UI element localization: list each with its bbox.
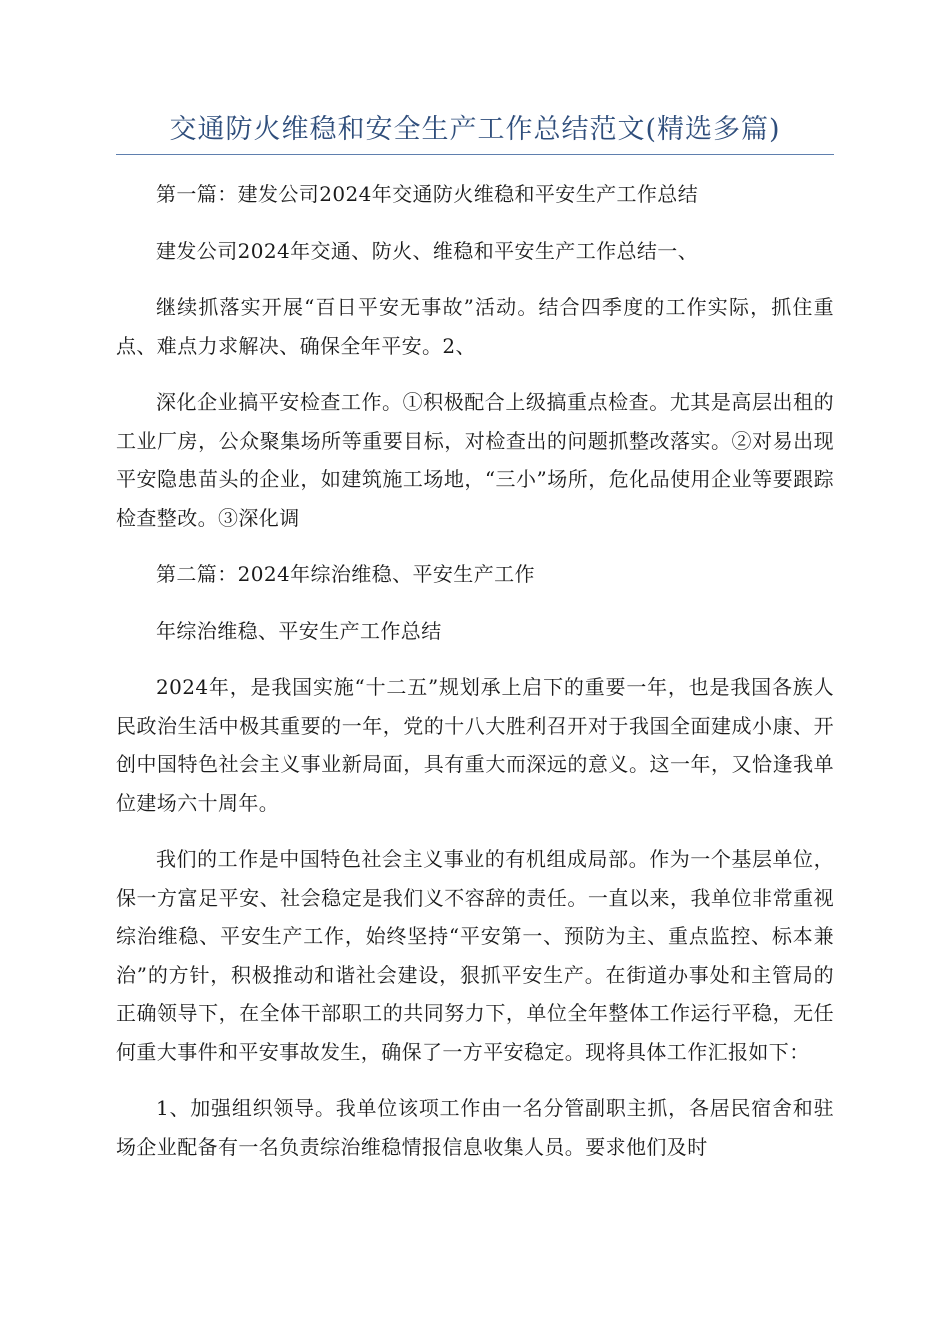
paragraph-5: 第二篇：2024年综治维稳、平安生产工作: [156, 562, 535, 586]
paragraph-3: 继续抓落实开展“百日平安无事故”活动。结合四季度的工作实际，抓住重点、难点力求解决、确保全年平安。2、: [116, 295, 834, 358]
paragraph-2: 建发公司2024年交通、防火、维稳和平安生产工作总结一、: [156, 238, 699, 263]
paragraph-8: 我们的工作是中国特色社会主义事业的有机组成局部。作为一个基层单位，保一方富足平安、社会稳定是我们义不容辞的责任。一直以来，我单位非常重视综治维稳、平安生产工作，始终坚持“平安第一、预防为主、重点监控、标本兼治”的方针，积极推动和谐社会建设，狠抓平安生产。在街道办事处和主管局的正确领导下，在全体干部职工的共同努力下，单位全年整体工作运行平稳，无任何重大事件和平安事故发生，确保了一方平安稳定。现将具体工作汇报如下：: [116, 847, 834, 1064]
document-body: [116, 175, 834, 1184]
paragraph-1: 第一篇：建发公司2024年交通防火维稳和平安生产工作总结: [156, 182, 699, 206]
document-title: 交通防火维稳和安全生产工作总结范文(精选多篇): [169, 114, 781, 145]
title-underline: [116, 154, 834, 155]
paragraph-7: 2024年，是我国实施“十二五”规划承上启下的重要一年，也是我国各族人民政治生活中极其重要的一年，党的十八大胜利召开对于我国全面建成小康、开创中国特色社会主义事业新局面，具有重大而深远的意义。这一年，又恰逢我单位建场六十周年。: [116, 675, 834, 815]
paragraph-6: 年综治维稳、平安生产工作总结: [156, 618, 442, 643]
paragraph-9: 1、加强组织领导。我单位该项工作由一名分管副职主抓，各居民宿舍和驻场企业配备有一名负责综治维稳情报信息收集人员。要求他们及时: [116, 1096, 834, 1159]
paragraph-4: 深化企业搞平安检查工作。①积极配合上级搞重点检查。尤其是高层出租的工业厂房，公众聚集场所等重要目标，对检查出的问题抓整改落实。②对易出现平安隐患苗头的企业，如建筑施工场地，“三小”场所，危化品使用企业等要跟踪检查整改。③深化调: [116, 390, 834, 530]
